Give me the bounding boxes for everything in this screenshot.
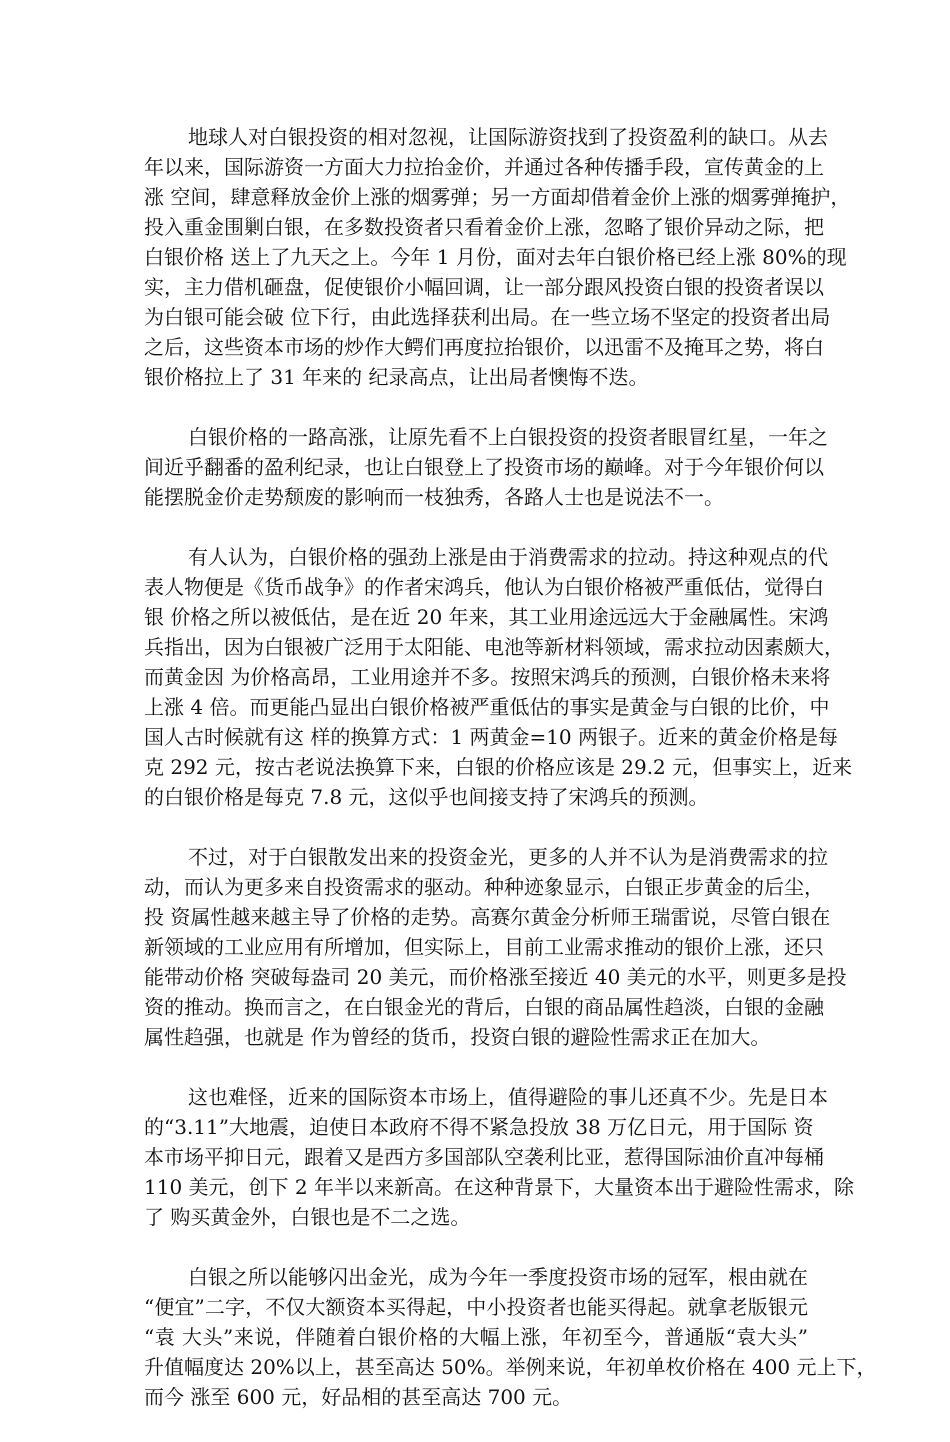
paragraph (144, 842, 847, 1052)
text-line: 的“3.11”大地震，迫使日本政府不得不紧急投放 38 万亿日元，用于国际 资 (144, 1115, 814, 1139)
text-line: 110 美元，创下 2 年半以来新高。在这种背景下，大量资本出于避险性需求，除 (144, 1175, 854, 1199)
text-line: 白银价格 送上了九天之上。今年 1 月份，面对去年白银价格已经上涨 80%的现 (144, 245, 847, 269)
text-line: 涨 空间，肆意释放金价上涨的烟雾弹；另一方面却借着金价上涨的烟雾弹掩护， (144, 185, 851, 209)
text-line: 银价格拉上了 31 年来的 纪录高点，让出局者懊悔不迭。 (144, 365, 649, 389)
text-line: 实，主力借机砸盘，促使银价小幅回调，让一部分跟风投资白银的投资者误以 (144, 275, 824, 299)
text-line: 资的推动。换而言之，在白银金光的背后，白银的商品属性趋淡，白银的金融 (144, 995, 824, 1019)
text-line: 能带动价格 突破每盎司 20 美元，而价格涨至接近 40 美元的水平，则更多是投 (144, 965, 847, 989)
text-line: 升值幅度达 20%以上，甚至高达 50%。举例来说，年初单枚价格在 400 元上下， (144, 1355, 877, 1379)
text-line: 国人古时候就有这 样的换算方式：1 两黄金=10 两银子。近来的黄金价格是每 (144, 725, 839, 749)
text-line: 克 292 元，按古老说法换算下来，白银的价格应该是 29.2 元，但事实上，近来 (144, 755, 853, 779)
text-line: 银 价格之所以被低估，是在近 20 年来，其工业用途远远大于金融属性。宋鸿 (144, 605, 829, 629)
text-line: 白银之所以能够闪出金光，成为今年一季度投资市场的冠军，根由就在 (188, 1265, 808, 1289)
text-line: 白银价格的一路高涨，让原先看不上白银投资的投资者眼冒红星，一年之 (188, 425, 828, 449)
text-line: 投 资属性越来越主导了价格的走势。高赛尔黄金分析师王瑞雷说，尽管白银在 (144, 905, 831, 929)
text-line: 本市场平抑日元，跟着又是西方多国部队空袭利比亚，惹得国际油价直冲每桶 (144, 1145, 824, 1169)
text-line: 的白银价格是每克 7.8 元，这似乎也间接支持了宋鸿兵的预测。 (144, 785, 709, 809)
text-line: 动，而认为更多来自投资需求的驱动。种种迹象显示，白银正步黄金的后尘， (144, 875, 824, 899)
text-line: 地球人对白银投资的相对忽视，让国际游资找到了投资盈利的缺口。从去 (188, 125, 828, 149)
text-line: “袁 大头”来说，伴随着白银价格的大幅上涨，年初至今，普通版“袁大头” (144, 1325, 808, 1349)
paragraph (144, 122, 851, 392)
text-line: 表人物便是《货币战争》的作者宋鸿兵，他认为白银价格被严重低估，觉得白 (144, 575, 824, 599)
text-line: 不过，对于白银散发出来的投资金光，更多的人并不认为是消费需求的拉 (188, 845, 828, 869)
text-line: 兵指出，因为白银被广泛用于太阳能、电池等新材料领域，需求拉动因素颇大， (144, 635, 844, 659)
text-line: 间近乎翻番的盈利纪录，也让白银登上了投资市场的巅峰。对于今年银价何以 (144, 455, 824, 479)
article-body (144, 122, 877, 1442)
text-line: 新领域的工业应用有所增加，但实际上，目前工业需求推动的银价上涨，还只 (144, 935, 824, 959)
text-line: 年以来，国际游资一方面大力拉抬金价，并通过各种传播手段，宣传黄金的上 (144, 155, 824, 179)
text-line: 了 购买黄金外，白银也是不二之选。 (144, 1205, 471, 1229)
text-line: 有人认为，白银价格的强劲上涨是由于消费需求的拉动。持这种观点的代 (188, 545, 828, 569)
paragraph (144, 542, 853, 812)
text-line: 而今 涨至 600 元，好品相的甚至高达 700 元。 (144, 1385, 573, 1409)
text-line: 投入重金围剿白银，在多数投资者只看着金价上涨，忽略了银价异动之际，把 (144, 215, 824, 239)
text-line: 上涨 4 倍。而更能凸显出白银价格被严重低估的事实是黄金与白银的比价，中 (144, 695, 830, 719)
paragraph (144, 1082, 854, 1232)
text-line: 之后，这些资本市场的炒作大鳄们再度拉抬银价，以迅雷不及掩耳之势，将白 (144, 335, 824, 359)
text-line: 属性趋强，也就是 作为曾经的货币，投资白银的避险性需求正在加大。 (144, 1025, 771, 1049)
text-line: “便宜”二字，不仅大额资本买得起，中小投资者也能买得起。就拿老版银元 (144, 1295, 808, 1319)
text-line: 而黄金因 为价格高昂，工业用途并不多。按照宋鸿兵的预测，白银价格未来将 (144, 665, 831, 689)
paragraph (144, 1262, 877, 1412)
text-line: 为白银可能会破 位下行，由此选择获利出局。在一些立场不坚定的投资者出局 (144, 305, 831, 329)
text-line: 能摆脱金价走势颓废的影响而一枝独秀，各路人士也是说法不一。 (144, 485, 724, 509)
text-line: 这也难怪，近来的国际资本市场上，值得避险的事儿还真不少。先是日本 (188, 1085, 828, 1109)
paragraph (144, 422, 828, 512)
